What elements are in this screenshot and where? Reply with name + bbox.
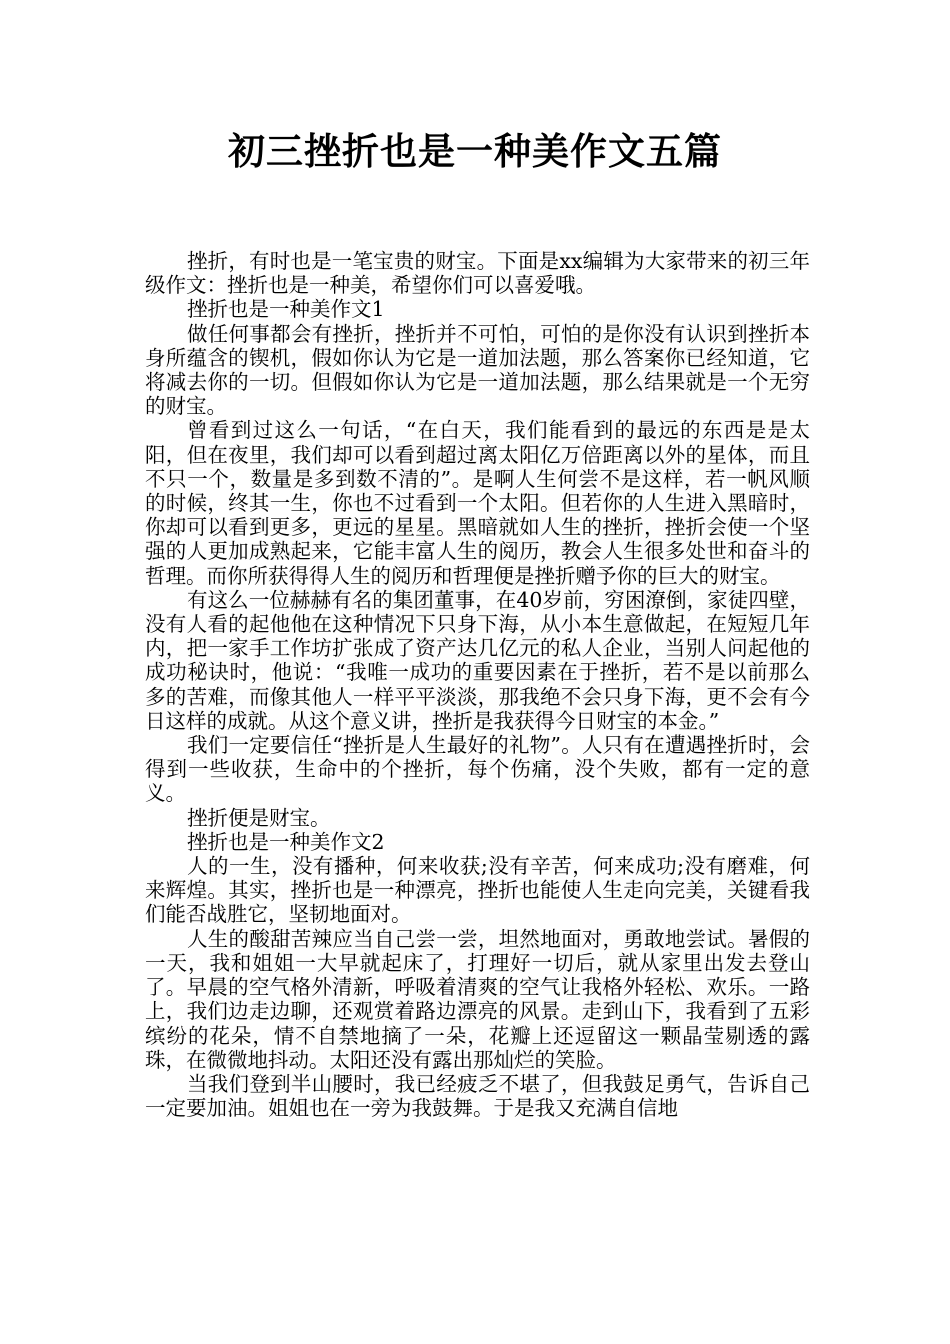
body-paragraph: 我们一定要信任“挫折是人生最好的礼物”。人只有在遭遇挫折时，会得到一些收获，生命中的个挫折，每个伤痛，没个失败，都有一定的意义。 xyxy=(145,733,810,806)
intro-paragraph: 挫折，有时也是一笔宝贵的财宝。下面是xx编辑为大家带来的初三年级作文：挫折也是一种美，希望你们可以喜爱哦。 xyxy=(145,249,810,298)
document-title: 初三挫折也是一种美作文五篇 xyxy=(228,130,722,173)
body-paragraph: 曾看到过这么一句话，“在白天，我们能看到的最远的东西是是太阳，但在夜里，我们却可以看到超过离太阳亿万倍距离以外的星体，而且不只一个，数量是多到数不清的”。是啊人生何尝不是这样，若一帆风顺的时候，终其一生，你也不过看到一个太阳。但若你的人生进入黑暗时，你却可以看到更多，更远的星星。黑暗就如人生的挫折，挫折会使一个坚强的人更加成熟起来，它能丰富人生的阅历，教会人生很多处世和奋斗的哲理。而你所获得得人生的阅历和哲理便是挫折赠予你的巨大的财宝。 xyxy=(145,418,810,588)
body-paragraph: 人生的酸甜苦辣应当自己尝一尝，坦然地面对，勇敢地尝试。暑假的一天，我和姐姐一大早就起床了，打理好一切后，就从家里出发去登山了。早晨的空气格外清新，呼吸着清爽的空气让我格外轻松、欢乐。一路上，我们边走边聊，还观赏着路边漂亮的风景。走到山下，我看到了五彩缤纷的花朵，情不自禁地摘了一朵，花瓣上还逗留这一颗晶莹剔透的露珠，在微微地抖动。太阳还没有露出那灿烂的笑脸。 xyxy=(145,926,810,1072)
document-body xyxy=(145,249,810,1120)
body-paragraph: 人的一生，没有播种，何来收获;没有辛苦，何来成功;没有磨难，何来辉煌。其实，挫折也是一种漂亮，挫折也能使人生走向完美，关键看我们能否战胜它，坚韧地面对。 xyxy=(145,854,810,927)
body-paragraph: 做任何事都会有挫折，挫折并不可怕，可怕的是你没有认识到挫折本身所蕴含的锲机，假如你认为它是一道加法题，那么答案你已经知道，它将减去你的一切。但假如你认为它是一道加法题，那么结果就是一个无穷的财宝。 xyxy=(145,321,810,419)
body-paragraph: 挫折便是财宝。 xyxy=(187,805,331,830)
essay-2-heading: 挫折也是一种美作文2 xyxy=(187,829,385,854)
essay-1-heading: 挫折也是一种美作文1 xyxy=(187,297,385,322)
body-paragraph: 当我们登到半山腰时，我已经疲乏不堪了，但我鼓足勇气，告诉自己一定要加油。姐姐也在一旁为我鼓舞。于是我又充满自信地 xyxy=(145,1071,810,1121)
body-paragraph: 有这么一位赫赫有名的集团董事，在40岁前，穷困潦倒，家徒四壁，没有人看的起他他在这种情况下只身下海，从小本生意做起，在短短几年内，把一家手工作坊扩张成了资产达几亿元的私人企业，当别人问起他的成功秘诀时，他说：“我唯一成功的重要因素在于挫折，若不是以前那么多的苦难，而像其他人一样平平淡淡，那我绝不会只身下海，更不会有今日这样的成就。从这个意义讲，挫折是我获得今日财宝的本金。” xyxy=(145,587,810,733)
